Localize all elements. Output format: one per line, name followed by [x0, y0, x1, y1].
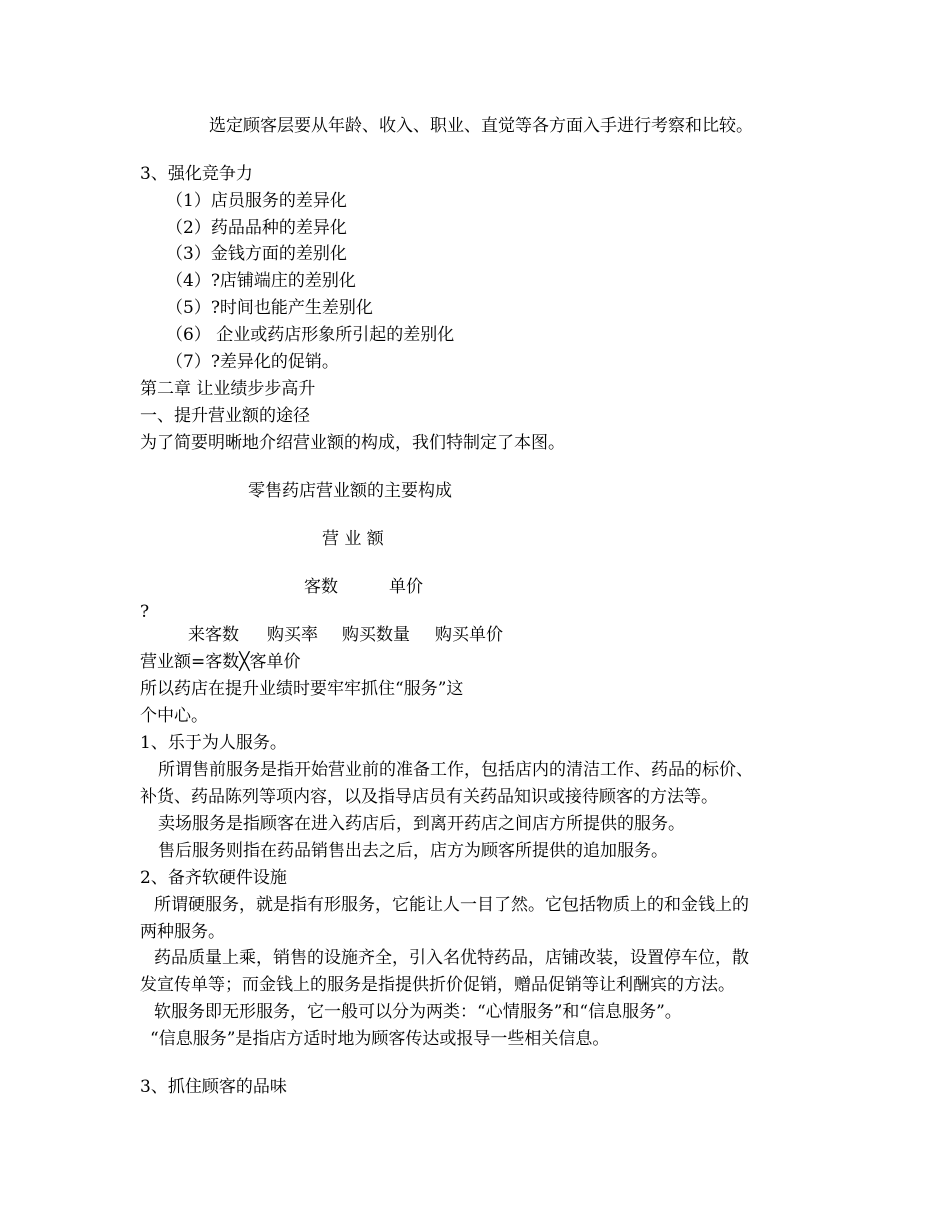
list-item: （5）?时间也能产生差别化: [166, 298, 373, 318]
diagram-node-customers: 客数: [304, 577, 338, 597]
paragraph: “信息服务”是指店方适时地为顾客传达或报导一些相关信息。: [150, 1029, 610, 1049]
diagram-node-unit-price: 单价: [389, 577, 423, 597]
paragraph: 所谓硬服务，就是指有形服务，它能让人一目了然。它包括物质上的和金钱上的: [154, 895, 749, 915]
list-item: （7）?差异化的促销。: [166, 352, 339, 372]
intro-text: 选定顾客层要从年龄、收入、职业、直觉等各方面入手进行考察和比较。: [209, 116, 753, 136]
list-item: （1）店员服务的差异化: [166, 191, 347, 211]
section-heading: 1、乐于为人服务。: [140, 733, 287, 753]
paragraph: 发宣传单等；而金钱上的服务是指提供折价促销，赠品促销等让利酬宾的方法。: [140, 975, 735, 995]
chapter-title: 第二章 让业绩步步高升: [140, 379, 316, 399]
diagram-node-purchase-price: 购买单价: [435, 625, 503, 645]
diagram-node-purchase-qty: 购买数量: [342, 625, 410, 645]
paragraph: 补货、药品陈列等项内容，以及指导店员有关药品知识或接待顾客的方法等。: [140, 787, 718, 807]
list-item: （6） 企业或药店形象所引起的差别化: [166, 325, 455, 345]
diagram-node-purchase-rate: 购买率: [267, 625, 318, 645]
paragraph: 售后服务则指在药品销售出去之后，店方为顾客所提供的追加服务。: [158, 841, 668, 861]
paragraph: 软服务即无形服务，它一般可以分为两类：“心情服务”和“信息服务”。: [154, 1002, 682, 1022]
diagram-node-revenue: 营 业 额: [322, 529, 384, 549]
list-item: （3）金钱方面的差别化: [166, 244, 347, 264]
formula: 营业额=客数╳客单价: [140, 652, 301, 672]
subsection-heading: 一、提升营业额的途径: [140, 406, 310, 426]
paragraph: 个中心。: [140, 706, 208, 726]
section-heading: 2、备齐软硬件设施: [140, 868, 287, 888]
paragraph: 两种服务。: [140, 922, 225, 942]
paragraph: 所以药店在提升业绩时要牢牢抓住“服务”这: [140, 679, 464, 699]
paragraph: 卖场服务是指顾客在进入药店后，到离开药店之间店方所提供的服务。: [158, 814, 685, 834]
list-item: （2）药品品种的差异化: [166, 218, 347, 238]
list-item: （4）?店铺端庄的差别化: [166, 271, 356, 291]
diagram-title: 零售药店营业额的主要构成: [248, 481, 452, 501]
diagram-node-visitors: 来客数: [188, 625, 239, 645]
diagram-marker: ?: [140, 602, 150, 622]
paragraph: 药品质量上乘，销售的设施齐全，引入名优特药品，店铺改装，设置停车位，散: [154, 948, 749, 968]
section-heading: 3、强化竞争力: [140, 164, 253, 184]
paragraph: 所谓售前服务是指开始营业前的准备工作，包括店内的清洁工作、药品的标价、: [158, 760, 753, 780]
section-heading: 3、抓住顾客的品味: [140, 1077, 287, 1097]
paragraph: 为了简要明晰地介绍营业额的构成，我们特制定了本图。: [140, 433, 565, 453]
